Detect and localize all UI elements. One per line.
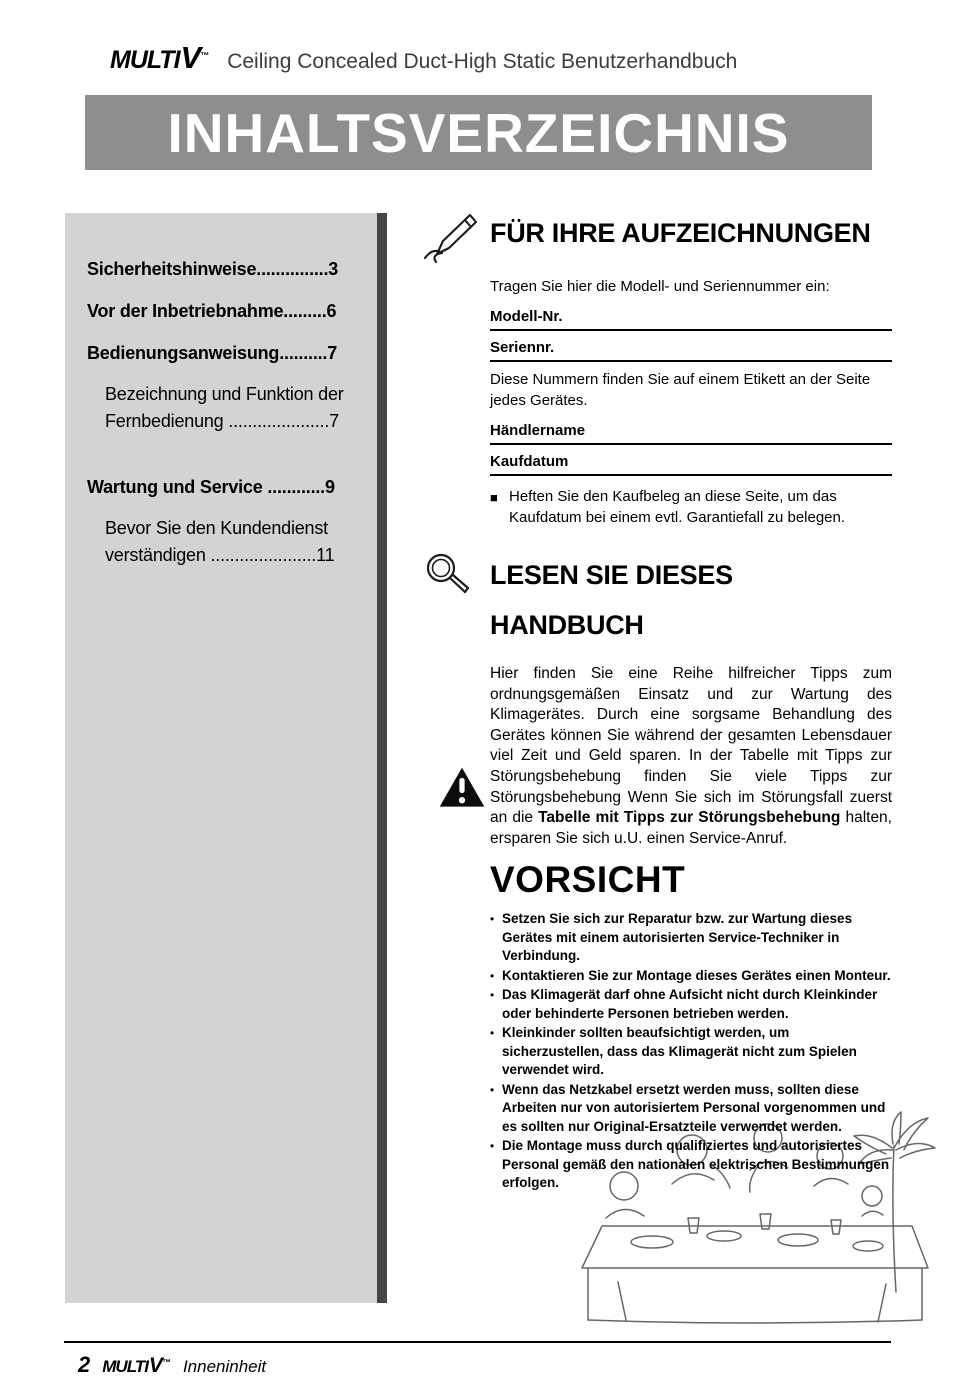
section-caution bbox=[490, 859, 892, 1193]
multiv-logo-footer bbox=[102, 1354, 171, 1378]
field-purchase-date bbox=[490, 452, 892, 476]
square-bullet-icon: ■ bbox=[490, 490, 498, 505]
read-manual-heading-row bbox=[420, 550, 892, 650]
paragraph-bold-text: Tabelle mit Tipps zur Störungsbehebung bbox=[538, 809, 841, 827]
toc-item: Vor der Inbetriebnahme.........6 bbox=[87, 301, 337, 321]
toc-shadow-edge bbox=[377, 213, 387, 1303]
caution-heading: VORSICHT bbox=[490, 859, 686, 901]
caution-item: • Das Klimagerät darf ohne Aufsicht nicht durch Kleinkinder oder behinderte Personen betrieben werden. bbox=[490, 986, 892, 1023]
field-dealer-name bbox=[490, 421, 892, 445]
records-body bbox=[490, 277, 892, 528]
toc-subitem: Bevor Sie den Kundendienst verständigen ......................11 bbox=[105, 518, 335, 565]
main-column bbox=[420, 210, 892, 1194]
footer bbox=[78, 1352, 266, 1378]
caution-item: • Die Montage muss durch qualifiziertes und autorisiertes Personal gemäß den nationalen elektrischen Bestimmungen erfolgen. bbox=[490, 1137, 892, 1193]
label-location-note: Diese Nummern finden Sie auf einem Etikett an der Seite jedes Gerätes. bbox=[490, 371, 871, 409]
receipt-note-text: Heften Sie den Kaufbeleg an diese Seite, um das Kaufdatum bei einem evtl. Garantiefall zu belegen. bbox=[509, 488, 846, 526]
toc-item: Wartung und Service ............9 bbox=[87, 477, 335, 497]
toc-panel bbox=[65, 213, 387, 1303]
write-in-line bbox=[490, 474, 892, 476]
brand-word: MULTI bbox=[110, 46, 180, 74]
caution-item: • Kontaktieren Sie zur Montage dieses Gerätes einen Monteur. bbox=[490, 967, 892, 986]
records-intro: Tragen Sie hier die Modell- und Seriennummer ein: bbox=[490, 278, 830, 295]
brand-v: V bbox=[180, 40, 201, 75]
document-subtitle: Ceiling Concealed Duct-High Static Benutzerhandbuch bbox=[227, 50, 738, 73]
toc-item: Sicherheitshinweise...............3 bbox=[87, 259, 339, 279]
toc-list bbox=[65, 213, 387, 569]
pencil-icon bbox=[420, 210, 490, 269]
paragraph-text: halten, ersparen Sie sich u.U. einen Service-Anruf. bbox=[490, 809, 892, 847]
field-label: Händlername bbox=[490, 422, 586, 439]
read-manual-paragraph bbox=[490, 664, 892, 849]
warning-icon bbox=[438, 766, 486, 814]
field-model-number bbox=[490, 307, 892, 331]
write-in-line bbox=[490, 360, 892, 362]
paragraph-text: Hier finden Sie eine Reihe hilfreicher Tipps zum ordnungsgemäßen Einsatz und zur Wartung des Klimagerätes. Durch eine sorgsame Behandlung des Gerätes können Sie während der gesamten Lebensdauer viel Zeit und Geld sparen. In der Tabelle mit Tipps zur Störungsbehebung finden Sie viele Tipps zur Störungsbehebung Wenn Sie sich im Störungsfall zuerst an die bbox=[490, 665, 892, 827]
trademark-mark: ™ bbox=[161, 1357, 171, 1368]
records-heading: FÜR IHRE AUFZEICHNUNGEN bbox=[490, 218, 871, 248]
section-read-manual bbox=[420, 550, 892, 849]
field-label: Seriennr. bbox=[490, 339, 555, 356]
read-manual-heading: LESEN SIE DIESES HANDBUCH bbox=[490, 560, 733, 640]
brand-word: MULTI bbox=[102, 1357, 148, 1376]
caution-item: • Wenn das Netzkabel ersetzt werden muss, sollten diese Arbeiten nur von autorisiertem Personal vorgenommen und es sollten nur Original-Ersatzteile verwendet werden. bbox=[490, 1081, 892, 1137]
page-number: 2 bbox=[78, 1352, 91, 1377]
multiv-logo bbox=[110, 40, 209, 76]
receipt-note bbox=[490, 486, 892, 528]
toc-item: Bedienungsanweisung..........7 bbox=[87, 343, 338, 363]
records-heading-row bbox=[420, 210, 892, 269]
header-brand-line bbox=[110, 40, 737, 76]
toc-subitem: Bezeichnung und Funktion der Fernbedienung .....................7 bbox=[105, 384, 344, 431]
trademark-mark: ™ bbox=[200, 50, 210, 61]
write-in-line bbox=[490, 443, 892, 445]
section-records bbox=[420, 210, 892, 528]
write-in-line bbox=[490, 329, 892, 331]
field-label: Kaufdatum bbox=[490, 453, 569, 470]
unit-type-label: Inneninheit bbox=[182, 1357, 267, 1376]
brand-v: V bbox=[148, 1354, 162, 1377]
footer-divider bbox=[64, 1341, 891, 1343]
field-label: Modell-Nr. bbox=[490, 308, 563, 325]
field-serial-number bbox=[490, 338, 892, 362]
caution-item: • Kleinkinder sollten beaufsichtigt werden, um sicherzustellen, dass das Klimagerät nicht zum Spielen verwendet wird. bbox=[490, 1024, 892, 1080]
page-title: INHALTSVERZEICHNIS bbox=[85, 95, 872, 170]
magnifier-icon bbox=[420, 550, 490, 607]
caution-item: • Setzen Sie sich zur Reparatur bzw. zur Wartung dieses Gerätes mit einem autorisierten Service-Techniker in Verbindung. bbox=[490, 910, 892, 966]
